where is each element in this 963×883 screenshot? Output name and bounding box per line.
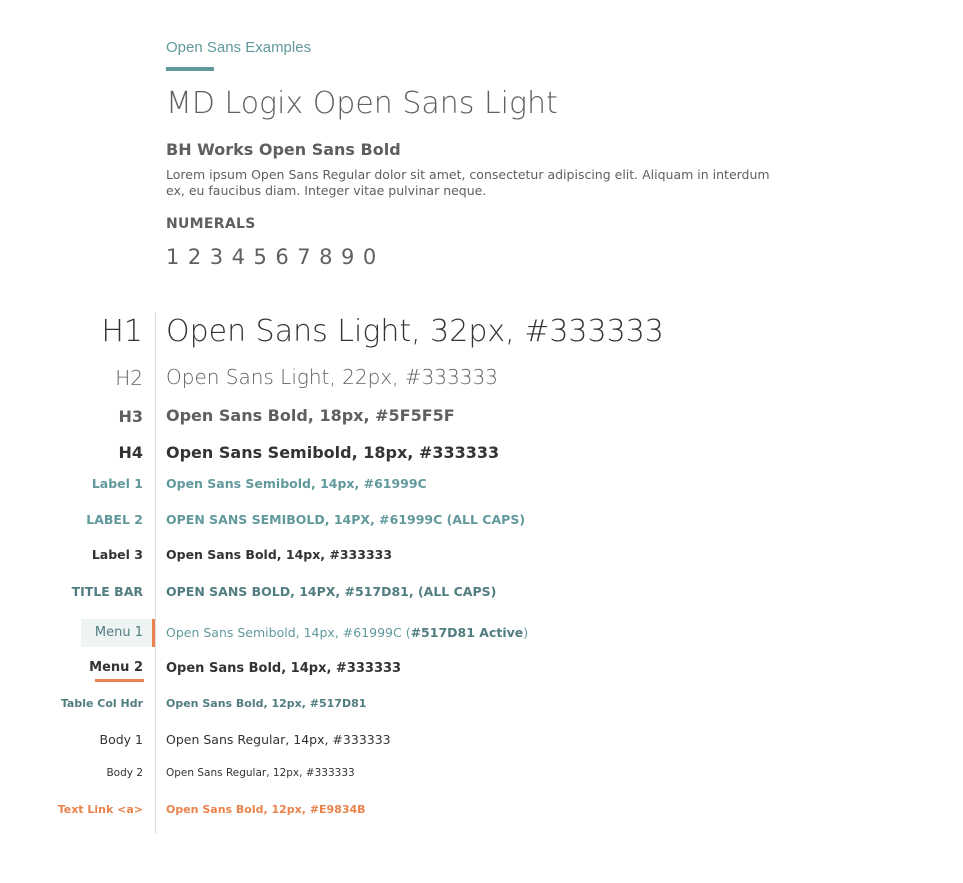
menu-item-2[interactable]: Menu 2 — [89, 660, 143, 675]
numerals-row — [166, 245, 385, 269]
h2-label: H2 — [115, 366, 143, 390]
numeral: 4 — [231, 245, 246, 269]
menu2-active-underline — [95, 679, 144, 682]
numeral: 1 — [166, 245, 180, 269]
label2-label: LABEL 2 — [86, 512, 143, 527]
menu1-active-indicator — [152, 619, 155, 647]
text-link-label: Text Link <a> — [57, 803, 143, 816]
body1-sample: Open Sans Regular, 14px, #333333 — [166, 732, 391, 747]
section-title-underline — [166, 67, 214, 71]
body2-sample: Open Sans Regular, 12px, #333333 — [166, 767, 355, 779]
h3-label: H3 — [118, 407, 143, 426]
numeral: 7 — [297, 245, 312, 269]
table-col-hdr-sample: Open Sans Bold, 12px, #517D81 — [166, 697, 367, 710]
text-link-sample[interactable]: Open Sans Bold, 12px, #E9834B — [166, 803, 366, 816]
numeral: 0 — [362, 245, 377, 269]
h4-label: H4 — [118, 443, 143, 462]
style-guide-divider — [155, 312, 156, 834]
label1-label: Label 1 — [91, 476, 143, 491]
h1-sample: Open Sans Light, 32px, #333333 — [166, 314, 664, 349]
menu1-sample — [166, 625, 528, 640]
numeral: 5 — [253, 245, 268, 269]
title-bar-sample: OPEN SANS BOLD, 14PX, #517D81, (ALL CAPS) — [166, 584, 497, 599]
label1-sample: Open Sans Semibold, 14px, #61999C — [166, 476, 427, 491]
label3-sample: Open Sans Bold, 14px, #333333 — [166, 547, 393, 562]
menu-item-1[interactable]: Menu 1 — [94, 625, 143, 640]
section-title: Open Sans Examples — [166, 39, 312, 56]
numeral: 6 — [275, 245, 290, 269]
body1-label: Body 1 — [99, 732, 143, 747]
numeral: 2 — [187, 245, 202, 269]
menu1-active-text: #517D81 Active — [410, 625, 524, 640]
table-col-hdr-label: Table Col Hdr — [60, 697, 143, 710]
menu2-sample: Open Sans Bold, 14px, #333333 — [166, 661, 402, 676]
regular-font-example: Lorem ipsum Open Sans Regular dolor sit amet, consectetur adipiscing elit. Aliquam in interdum ex, eu faucibus diam. Integer vitae pulvinar neque. — [166, 167, 770, 198]
title-bar-label: TITLE BAR — [71, 584, 143, 599]
numeral: 9 — [341, 245, 355, 269]
label3-label: Label 3 — [91, 547, 143, 562]
label2-sample: OPEN SANS SEMIBOLD, 14PX, #61999C (ALL CAPS) — [166, 512, 526, 527]
bold-font-example: BH Works Open Sans Bold — [166, 140, 401, 159]
numeral: 8 — [319, 245, 333, 269]
menu1-sample-text: Open Sans Semibold, 14px, #61999C ( — [166, 625, 411, 640]
light-font-example: MD Logix Open Sans Light — [166, 86, 558, 121]
h3-sample: Open Sans Bold, 18px, #5F5F5F — [166, 406, 455, 425]
body2-label: Body 2 — [106, 767, 143, 779]
menu1-sample-end: ) — [523, 625, 529, 640]
numeral: 3 — [209, 245, 224, 269]
h4-sample: Open Sans Semibold, 18px, #333333 — [166, 443, 500, 462]
numerals-label: NUMERALS — [166, 216, 256, 232]
h2-sample: Open Sans Light, 22px, #333333 — [166, 365, 498, 389]
h1-label: H1 — [101, 314, 143, 349]
